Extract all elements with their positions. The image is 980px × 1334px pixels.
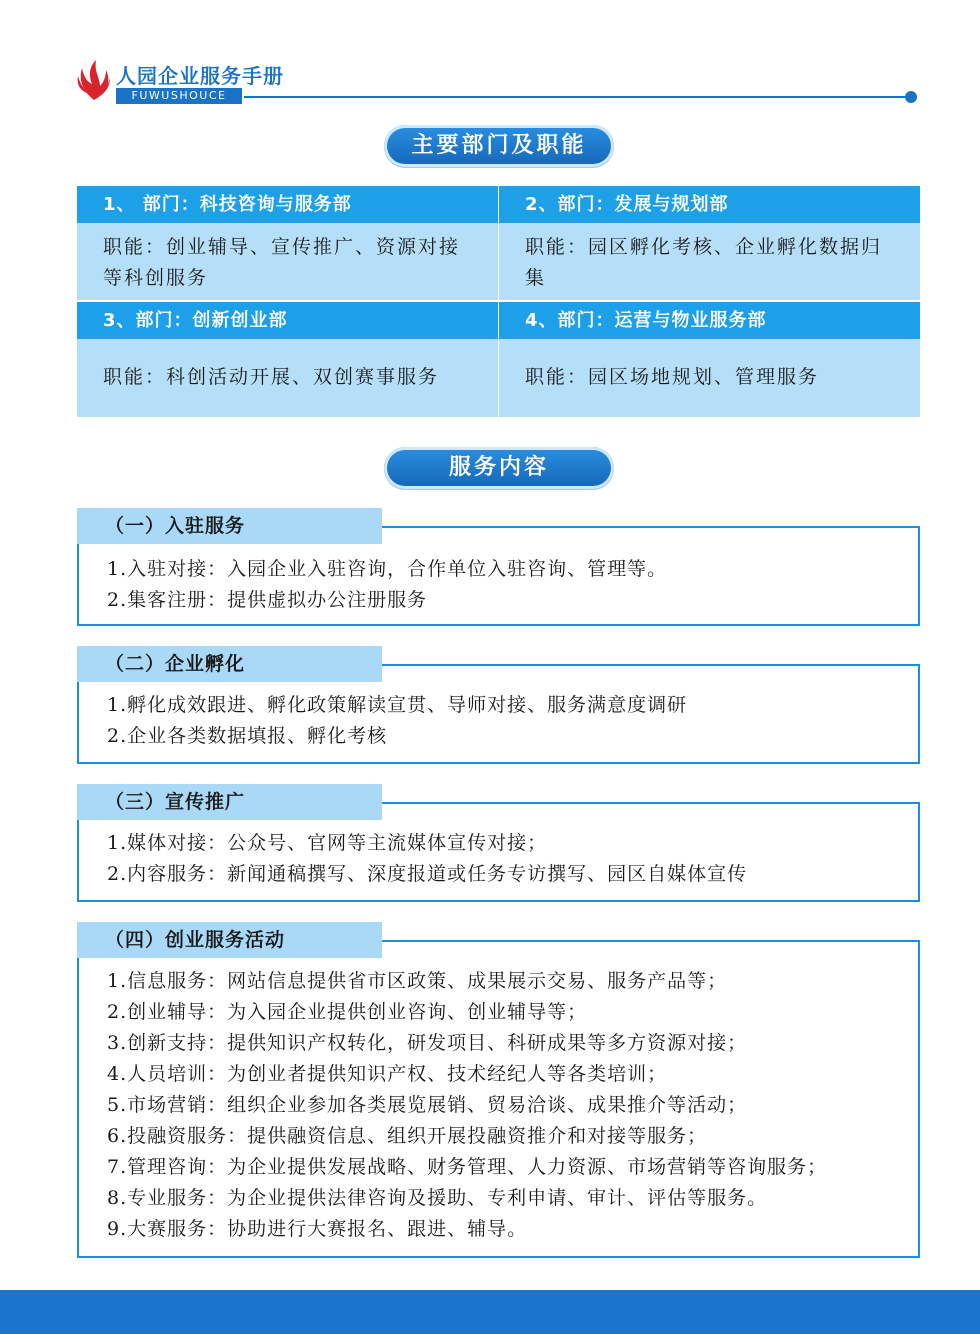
list-item: 1.媒体对接：公众号、官网等主流媒体宣传对接； xyxy=(107,832,548,854)
service-list xyxy=(107,554,667,616)
department-duty-text: 职能：园区场地规划、管理服务 xyxy=(525,366,820,388)
service-group-title: （二）企业孵化 xyxy=(77,646,382,682)
list-item: 2.集客注册：提供虚拟办公注册服务 xyxy=(107,589,428,611)
department-heading: 4、部门：运营与物业服务部 xyxy=(499,302,920,339)
department-duty xyxy=(77,339,498,417)
department-duty xyxy=(499,339,920,417)
list-item: 8.专业服务：为企业提供法律咨询及援助、专利申请、审计、评估等服务。 xyxy=(107,1187,768,1209)
flame-logo-icon xyxy=(74,58,114,102)
section-title-services: 服务内容 xyxy=(384,447,614,489)
department-heading: 1、 部门：科技咨询与服务部 xyxy=(77,186,498,223)
department-duty-text: 职能：科创活动开展、双创赛事服务 xyxy=(103,366,440,388)
list-item: 2.创业辅导：为入园企业提供创业咨询、创业辅导等； xyxy=(107,1001,588,1023)
list-item: 3.创新支持：提供知识产权转化，研发项目、科研成果等多方资源对接； xyxy=(107,1032,748,1054)
list-item: 2.企业各类数据填报、孵化考核 xyxy=(107,725,388,747)
department-cell xyxy=(77,302,498,419)
list-item: 6.投融资服务：提供融资信息、组织开展投融资推介和对接等服务； xyxy=(107,1125,708,1147)
service-group-startup-activities xyxy=(77,922,920,1258)
brand-title: 人园企业服务手册 xyxy=(116,64,284,88)
department-cell xyxy=(499,302,920,419)
department-duty-text: 职能：创业辅导、宣传推广、资源对接等科创服务 xyxy=(103,235,461,289)
service-group-incubation xyxy=(77,646,920,764)
department-heading: 2、部门：发展与规划部 xyxy=(499,186,920,223)
list-item: 1.孵化成效跟进、孵化政策解读宣贯、导师对接、服务满意度调研 xyxy=(107,694,688,716)
service-group-title: （一）入驻服务 xyxy=(77,508,382,544)
list-item: 5.市场营销：组织企业参加各类展览展销、贸易洽谈、成果推介等活动； xyxy=(107,1094,748,1116)
department-cell xyxy=(499,186,920,302)
list-item: 4.人员培训：为创业者提供知识产权、技术经纪人等各类培训； xyxy=(107,1063,668,1085)
department-duty-text: 职能：园区孵化考核、企业孵化数据归集 xyxy=(525,235,883,289)
header-divider xyxy=(244,96,908,98)
brand-subtitle: FUWUSHOUCE xyxy=(116,88,242,104)
footer-bar xyxy=(0,1290,980,1334)
department-duty xyxy=(499,223,920,300)
service-list xyxy=(107,828,747,890)
service-group-promotion xyxy=(77,784,920,902)
department-heading: 3、部门：创新创业部 xyxy=(77,302,498,339)
service-list xyxy=(107,690,687,752)
list-item: 1.入驻对接：入园企业入驻咨询，合作单位入驻咨询、管理等。 xyxy=(107,558,668,580)
section-title-departments: 主要部门及职能 xyxy=(384,125,614,167)
department-cell xyxy=(77,186,498,302)
header-dot xyxy=(905,91,917,103)
list-item: 1.信息服务：网站信息提供省市区政策、成果展示交易、服务产品等； xyxy=(107,970,728,992)
service-group-title: （三）宣传推广 xyxy=(77,784,382,820)
page-header xyxy=(0,0,980,110)
list-item: 7.管理咨询：为企业提供发展战略、财务管理、人力资源、市场营销等咨询服务； xyxy=(107,1156,828,1178)
department-table xyxy=(77,186,920,418)
service-group-title: （四）创业服务活动 xyxy=(77,922,382,958)
list-item: 2.内容服务：新闻通稿撰写、深度报道或任务专访撰写、园区自媒体宣传 xyxy=(107,863,748,885)
department-duty xyxy=(77,223,498,300)
list-item: 9.大赛服务：协助进行大赛报名、跟进、辅导。 xyxy=(107,1218,528,1240)
service-group-entry xyxy=(77,508,920,626)
service-list xyxy=(107,966,827,1245)
